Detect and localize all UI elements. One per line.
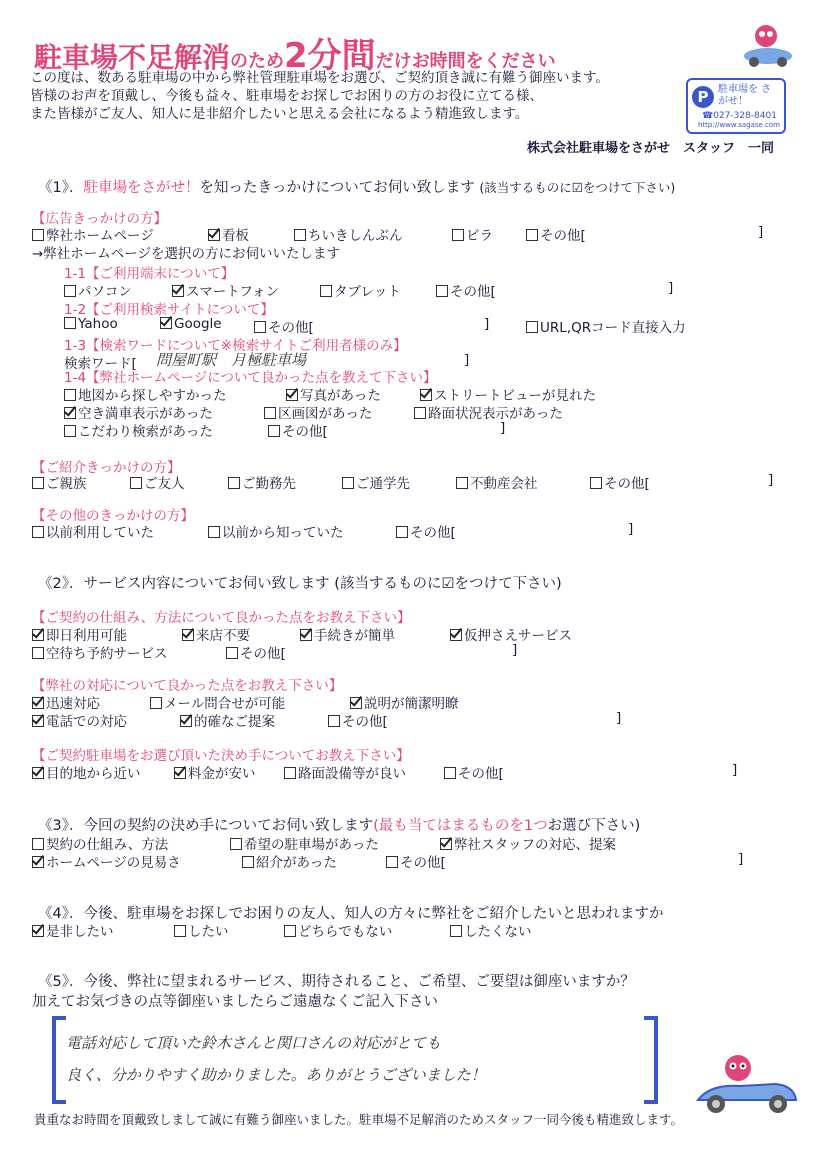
option-label: メール問合せが可能 — [164, 696, 286, 712]
option-label: ご友人 — [144, 476, 185, 492]
q1-title: 《1》．駐車場をさがせ！を知ったきっかけについてお伺い致します (該当するものに☑をつけて下さい) — [38, 180, 676, 196]
checkbox-yahoo[interactable] — [64, 316, 118, 332]
option-label: その他[ — [540, 228, 586, 244]
checkbox-near-destination[interactable] — [32, 762, 141, 782]
checked-box-icon[interactable] — [32, 925, 44, 937]
option-label: ちいきしんぶん — [308, 228, 403, 244]
option-label: ご通学先 — [356, 476, 410, 492]
unchecked-box-icon[interactable] — [386, 856, 398, 868]
s13-word-row: 検索ワード[ 問屋町駅 月極駐車場 ] — [64, 351, 470, 372]
checkbox-photo[interactable] — [286, 384, 381, 404]
checkbox-referral[interactable] — [242, 851, 337, 871]
option-label: 不動産会社 — [470, 476, 538, 492]
option-label: ご勤務先 — [242, 476, 296, 492]
option-label: こだわり検索があった — [78, 424, 213, 440]
q3-row2: ホームページの見易さ 紹介があった その他[ ] — [32, 851, 812, 869]
option-label: その他[ — [604, 476, 650, 492]
s14-options-row1 — [64, 384, 764, 402]
checked-box-icon[interactable] — [174, 767, 186, 779]
checkbox-sec1-other[interactable] — [226, 642, 286, 662]
checkbox-pc[interactable] — [64, 280, 132, 300]
checkbox-local-paper[interactable] — [294, 224, 403, 244]
q1-ad-section: 【広告きっかけの方】 — [32, 211, 167, 227]
checkbox-streetview[interactable] — [420, 384, 596, 404]
q5-answer-box[interactable] — [52, 1016, 658, 1098]
option-label: ビラ — [466, 228, 493, 244]
checked-box-icon[interactable] — [180, 715, 192, 727]
option-label: 弊社ホームページ — [46, 228, 154, 244]
option-label: その他[ — [458, 766, 504, 782]
q1-other-section: 【その他のきっかけの方】 — [32, 508, 194, 524]
search-word-input[interactable]: 問屋町駅 月極駐車場 — [156, 351, 307, 369]
s13-label: 1-3【検索ワードについて※検索サイトご利用者様のみ】 — [64, 338, 407, 354]
unchecked-box-icon[interactable] — [284, 767, 296, 779]
checked-box-icon[interactable] — [286, 389, 298, 401]
checkbox-neutral[interactable] — [284, 920, 392, 940]
unchecked-box-icon[interactable] — [242, 856, 254, 868]
checkbox-no-visit[interactable] — [182, 624, 250, 644]
option-label: 空待ち予約サービス — [46, 646, 168, 662]
option-label: 料金が安い — [188, 766, 256, 782]
unchecked-box-icon[interactable] — [328, 715, 340, 727]
unchecked-box-icon[interactable] — [414, 407, 426, 419]
s11-options: パソコン スマートフォン タブレット その他[ ] — [64, 280, 764, 298]
checkbox-hp-readability[interactable] — [32, 851, 181, 871]
option-label: 来店不要 — [196, 628, 250, 644]
q1-other-options: 以前利用していた 以前から知っていた その他[ ] — [32, 521, 812, 539]
checkbox-contract-method[interactable] — [32, 833, 168, 853]
checkbox-friend[interactable] — [130, 472, 185, 492]
checkbox-clear-explanation[interactable] — [350, 692, 459, 712]
q2-sec2-row1 — [32, 692, 812, 710]
option-label: 仮押さえサービス — [464, 628, 572, 644]
s14-options-row3: こだわり検索があった その他[ ] — [64, 420, 764, 438]
q2-sec3-row: 目的地から近い 料金が安い 路面設備等が良い その他[ ] — [32, 762, 812, 780]
q5-title2: 加えてお気づきの点等御座いましたらご遠慮なくご記入下さい — [32, 994, 438, 1010]
s12-label: 1-2【ご利用検索サイトについて】 — [64, 302, 274, 318]
option-label: その他[ — [342, 714, 388, 730]
unchecked-box-icon[interactable] — [320, 285, 332, 297]
q2-sec1-row2: 空待ち予約サービス その他[ ] — [32, 642, 812, 660]
unchecked-box-icon[interactable] — [64, 285, 76, 297]
s12-options: Yahoo Google その他[ ] URL,QRコード直接入力 — [64, 316, 764, 334]
q4-options — [32, 920, 812, 938]
option-label: 手続きが簡単 — [314, 628, 395, 644]
q1-intro-options: ご親族 ご友人 ご勤務先 ご通学先 不動産会社 その他[ ] — [32, 472, 812, 490]
checked-box-icon[interactable] — [32, 629, 44, 641]
option-label: 以前から知っていた — [222, 525, 344, 541]
checked-box-icon[interactable] — [420, 389, 432, 401]
q2-title: 《2》．サービス内容についてお伺い致します (該当するものに☑をつけて下さい) — [38, 576, 562, 592]
checkbox-quick-response[interactable] — [32, 692, 100, 712]
unchecked-box-icon[interactable] — [284, 925, 296, 937]
unchecked-box-icon[interactable] — [32, 477, 44, 489]
unchecked-box-icon[interactable] — [452, 229, 464, 241]
checked-box-icon[interactable] — [64, 407, 76, 419]
unchecked-box-icon[interactable] — [174, 925, 186, 937]
checkbox-detail-search[interactable] — [64, 420, 213, 440]
company-logo: P 駐車場を さがせ！ ☎027-328-8401 http://www.sagase.com — [686, 78, 786, 134]
checked-box-icon[interactable] — [440, 838, 452, 850]
unchecked-box-icon[interactable] — [264, 407, 276, 419]
s11-label: 1-1【ご利用端末について】 — [64, 266, 235, 282]
checkbox-phone[interactable] — [32, 710, 127, 730]
checkbox-no[interactable] — [450, 920, 532, 940]
intro-line-3: また皆様がご友人、知人に是非紹介したいと思える会社になるよう精進致します。 — [30, 106, 529, 122]
unchecked-box-icon[interactable] — [32, 647, 44, 659]
checkbox-staff[interactable] — [440, 833, 616, 853]
checkbox-signboard[interactable] — [208, 224, 249, 244]
mascot-car-icon — [738, 20, 794, 70]
unchecked-box-icon[interactable] — [32, 229, 44, 241]
checkbox-smartphone[interactable] — [172, 280, 279, 300]
checkbox-road-status[interactable] — [414, 402, 563, 422]
checkbox-availability[interactable] — [64, 402, 213, 422]
checkbox-desired-lot[interactable] — [230, 833, 379, 853]
checkbox-workplace[interactable] — [228, 472, 296, 492]
unchecked-box-icon[interactable] — [228, 477, 240, 489]
checked-box-icon[interactable] — [32, 697, 44, 709]
option-label: 区画図があった — [278, 406, 373, 422]
checkbox-hp[interactable] — [32, 224, 154, 244]
checkbox-map[interactable] — [64, 384, 227, 404]
checkbox-school[interactable] — [342, 472, 410, 492]
q2-sec3: 【ご契約駐車場をお選び頂いた決め手についてお教え下さい】 — [32, 748, 410, 764]
unchecked-box-icon[interactable] — [226, 647, 238, 659]
q2-sec2-row2: 電話での対応 的確なご提案 その他[ ] — [32, 710, 812, 728]
page-title: 駐車場不足解消のため2分間だけお時間をください — [34, 36, 556, 76]
checkbox-search-other[interactable] — [254, 316, 314, 336]
unchecked-box-icon[interactable] — [268, 425, 280, 437]
q2-sec1: 【ご契約の仕組み、方法について良かった点をお教え下さい】 — [32, 610, 411, 626]
checked-box-icon[interactable] — [32, 715, 44, 727]
unchecked-box-icon[interactable] — [526, 229, 538, 241]
q1-intro-section: 【ご紹介きっかけの方】 — [32, 460, 181, 476]
unchecked-box-icon[interactable] — [526, 321, 538, 333]
q2-sec2: 【弊社の対応について良かった点をお教え下さい】 — [32, 678, 343, 694]
answer-line-1: 電話対応して頂いた鈴木さんと関口さんの対応がとても — [66, 1034, 442, 1052]
checked-box-icon[interactable] — [350, 697, 362, 709]
checkbox-q3-other[interactable] — [386, 851, 446, 871]
q4-title: 《4》．今後、駐車場をお探しでお困りの友人、知人の方々に弊社をご紹介したいと思われますか — [38, 906, 664, 922]
option-label: 以前利用していた — [46, 525, 154, 541]
checkbox-hold-service[interactable] — [450, 624, 572, 644]
q3-row1 — [32, 833, 812, 851]
option-label: その他[ — [400, 855, 446, 871]
checkbox-lot-map[interactable] — [264, 402, 372, 422]
checkbox-email[interactable] — [150, 692, 285, 712]
option-label: 空き満車表示があった — [78, 406, 213, 422]
checkbox-sec2-other[interactable] — [328, 710, 388, 730]
option-label: タブレット — [334, 284, 401, 300]
footer-text: 貴重なお時間を頂戴致しまして誠に有難う御座いました。駐車場不足解消のためスタッフ一同今後も精進致します。 — [34, 1112, 684, 1127]
checked-box-icon[interactable] — [182, 629, 194, 641]
s14-label: 1-4【弊社ホームページについて良かった点を教えて下さい】 — [64, 370, 437, 386]
option-label: Yahoo — [78, 316, 118, 332]
parking-icon: P — [692, 86, 714, 108]
checkbox-relative[interactable] — [32, 472, 87, 492]
option-label: ホームページの見易さ — [46, 855, 181, 871]
company-name: 株式会社駐車場をさがせ スタッフ 一同 — [526, 141, 774, 156]
unchecked-box-icon[interactable] — [342, 477, 354, 489]
option-label: 的確なご提案 — [194, 714, 275, 730]
mascot-convertible-icon — [690, 1050, 800, 1120]
checked-box-icon[interactable] — [300, 629, 312, 641]
unchecked-box-icon[interactable] — [130, 477, 142, 489]
checkbox-yes[interactable] — [174, 920, 229, 940]
unchecked-box-icon[interactable] — [32, 838, 44, 850]
checkbox-google[interactable] — [160, 316, 222, 332]
option-label: 弊社スタッフの対応、提案 — [454, 837, 616, 853]
intro-line-1: この度は、数ある駐車場の中から弊社管理駐車場をお選び、ご契約頂き誠に有難う御座います。 — [30, 70, 609, 86]
unchecked-box-icon[interactable] — [64, 389, 76, 401]
unchecked-box-icon[interactable] — [590, 477, 602, 489]
q5-title: 《5》．今後、弊社に望まれるサービス、期待されること、ご希望、ご要望は御座いますか？ — [38, 974, 635, 990]
unchecked-box-icon[interactable] — [294, 229, 306, 241]
q3-title: 《3》．今回の契約の決め手についてお伺い致します(最も当てはまるものを1つお選び下さい) — [38, 818, 641, 834]
checkbox-ad-other[interactable] — [526, 224, 586, 244]
unchecked-box-icon[interactable] — [64, 425, 76, 437]
option-label: 電話での対応 — [46, 714, 127, 730]
checkbox-hp-other[interactable] — [268, 420, 328, 440]
option-label: したい — [188, 924, 229, 940]
hp-followup-line: →弊社ホームページを選択の方にお伺いいたします — [32, 246, 341, 262]
unchecked-box-icon[interactable] — [64, 317, 76, 329]
option-label: ストリートビューが見れた — [434, 388, 596, 404]
option-label: どちらでもない — [298, 924, 393, 940]
option-label: スマートフォン — [186, 284, 280, 300]
unchecked-box-icon[interactable] — [208, 526, 220, 538]
option-label: 看板 — [222, 228, 249, 244]
checked-box-icon[interactable] — [172, 285, 184, 297]
option-label: 説明が簡潔明瞭 — [364, 696, 459, 712]
checkbox-cheap[interactable] — [174, 762, 256, 782]
option-label: その他[ — [410, 525, 456, 541]
option-label: パソコン — [78, 284, 132, 300]
checkbox-easy-procedure[interactable] — [300, 624, 395, 644]
s14-options-row2 — [64, 402, 764, 420]
option-label: 地図から探しやすかった — [78, 388, 227, 404]
option-label: ご親族 — [46, 476, 87, 492]
option-label: 路面設備等が良い — [298, 766, 406, 782]
q2-sec1-row1 — [32, 624, 812, 642]
option-label: 即日利用可能 — [46, 628, 127, 644]
checked-box-icon[interactable] — [160, 317, 172, 329]
checkbox-intro-other[interactable] — [590, 472, 650, 492]
checkbox-same-day[interactable] — [32, 624, 127, 644]
option-label: 希望の駐車場があった — [244, 837, 379, 853]
unchecked-box-icon[interactable] — [436, 285, 448, 297]
checkbox-waitlist[interactable] — [32, 642, 168, 662]
unchecked-box-icon[interactable] — [450, 925, 462, 937]
option-label: したくない — [464, 924, 532, 940]
checkbox-used-before[interactable] — [32, 521, 154, 541]
checkbox-realestate[interactable] — [456, 472, 538, 492]
checked-box-icon[interactable] — [208, 229, 220, 241]
option-label: 是非したい — [46, 924, 114, 940]
unchecked-box-icon[interactable] — [32, 526, 44, 538]
checkbox-tablet[interactable] — [320, 280, 401, 300]
unchecked-box-icon[interactable] — [396, 526, 408, 538]
checked-box-icon[interactable] — [32, 767, 44, 779]
option-label: その他[ — [282, 424, 328, 440]
checked-box-icon[interactable] — [32, 856, 44, 868]
checkbox-proposal[interactable] — [180, 710, 275, 730]
unchecked-box-icon[interactable] — [150, 697, 162, 709]
unchecked-box-icon[interactable] — [254, 321, 266, 333]
unchecked-box-icon[interactable] — [230, 838, 242, 850]
unchecked-box-icon[interactable] — [444, 767, 456, 779]
intro-line-2: 皆様のお声を頂戴し、今後も益々、駐車場をお探しでお困りの方のお役に立てる様、 — [30, 88, 543, 104]
option-label: 写真があった — [300, 388, 381, 404]
option-label: 迅速対応 — [46, 696, 100, 712]
option-label: URL,QRコード直接入力 — [540, 320, 686, 336]
checkbox-reason-other[interactable] — [396, 521, 456, 541]
option-label: 紹介があった — [256, 855, 337, 871]
checkbox-sec3-other[interactable] — [444, 762, 504, 782]
checkbox-good-facility[interactable] — [284, 762, 406, 782]
checkbox-definitely[interactable] — [32, 920, 114, 940]
option-label: 路面状況表示があった — [428, 406, 563, 422]
option-label: その他[ — [240, 646, 286, 662]
option-label: その他[ — [450, 284, 496, 300]
option-label: 目的地から近い — [46, 766, 141, 782]
option-label: その他[ — [268, 320, 314, 336]
checkbox-flyer[interactable] — [452, 224, 493, 244]
unchecked-box-icon[interactable] — [456, 477, 468, 489]
option-label: 契約の仕組み、方法 — [46, 837, 169, 853]
q1-ad-options: 弊社ホームページ 看板 ちいきしんぶん ビラ その他[ ] — [32, 224, 812, 242]
checkbox-url-qr[interactable] — [526, 316, 686, 336]
checkbox-knew-before[interactable] — [208, 521, 344, 541]
checkbox-device-other[interactable] — [436, 280, 496, 300]
answer-line-2: 良く、分かりやすく助かりました。ありがとうございました！ — [66, 1066, 486, 1084]
checked-box-icon[interactable] — [450, 629, 462, 641]
option-label: Google — [174, 316, 222, 332]
